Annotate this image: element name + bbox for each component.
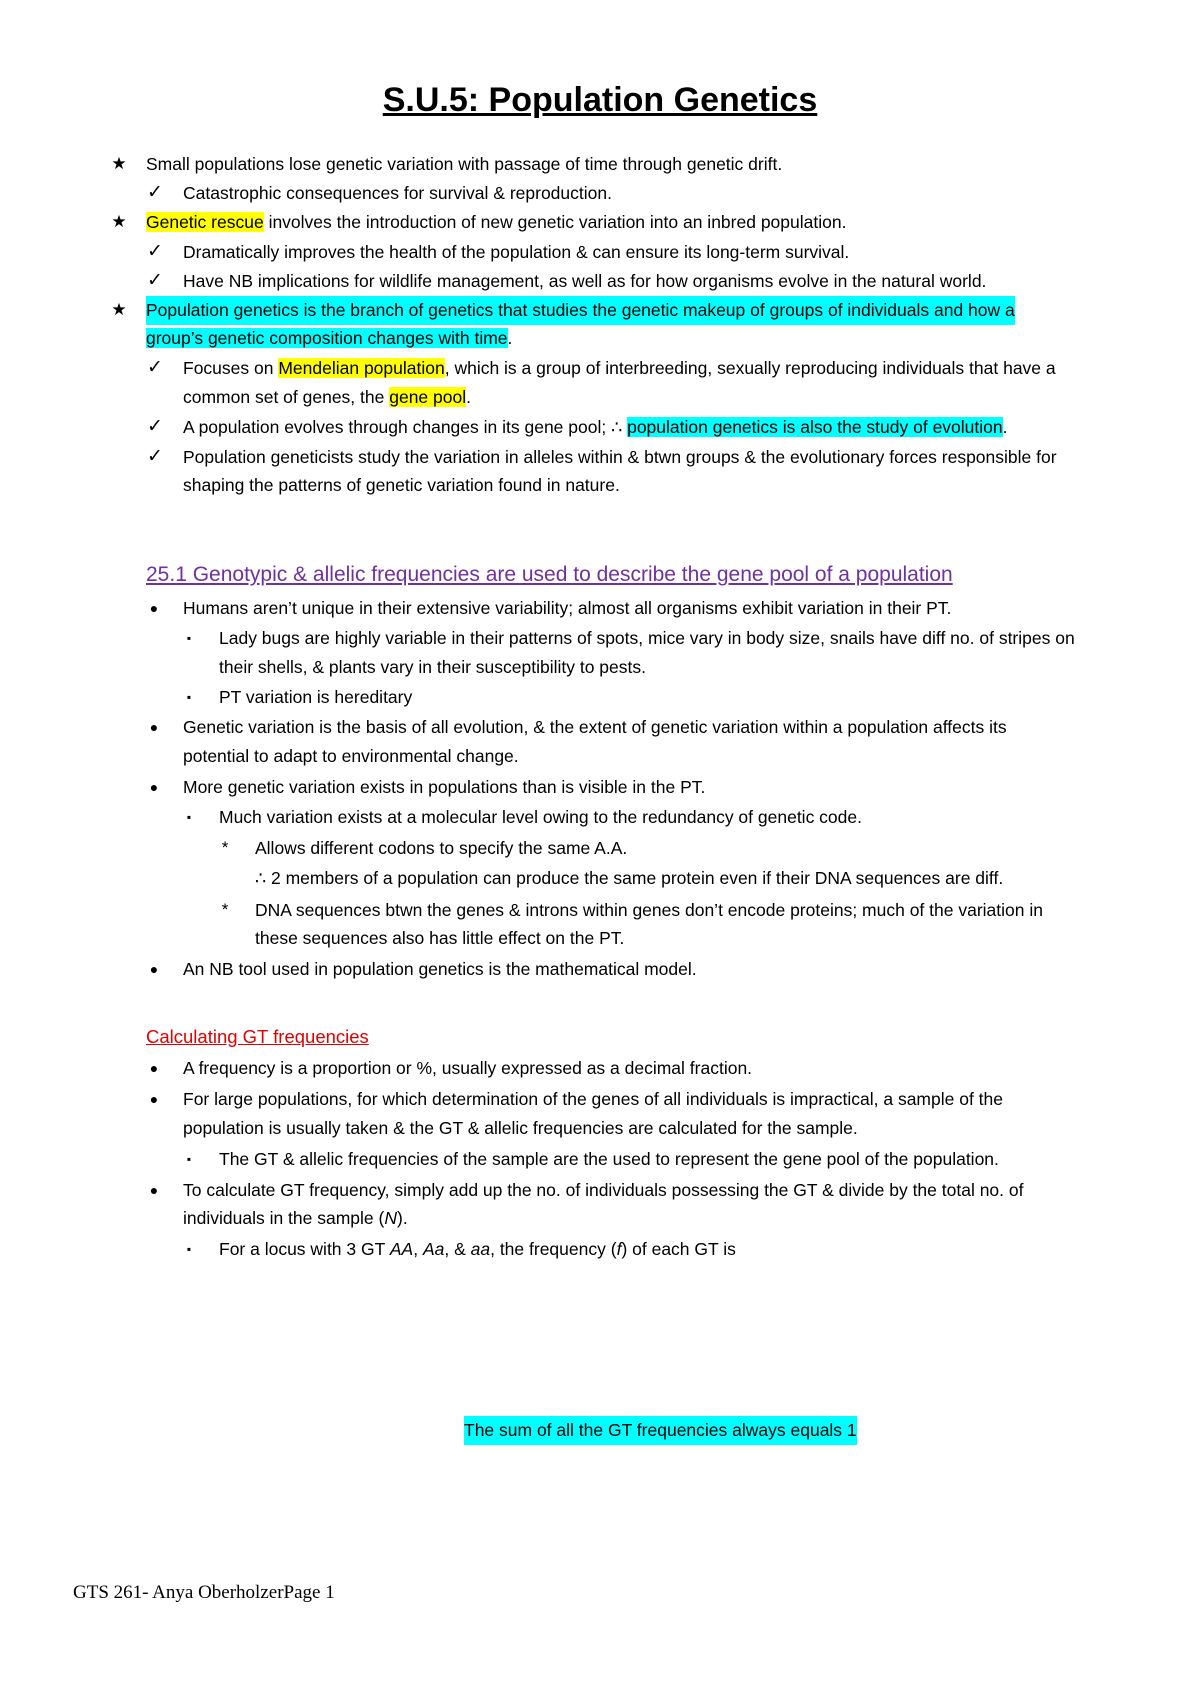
square-bullet-icon: ▪ bbox=[186, 631, 192, 645]
star-bullet-icon: ★ bbox=[111, 212, 127, 231]
square-bullet-icon: ▪ bbox=[186, 1152, 192, 1166]
highlight-definition-line2: group’s genetic composition changes with time bbox=[146, 328, 508, 348]
star-bullet-icon: ★ bbox=[111, 154, 127, 173]
highlight-definition-line1: Population genetics is the branch of genetics that studies the genetic makeup of groups of individuals and how a bbox=[146, 296, 1015, 325]
dot-bullet-icon: ● bbox=[149, 1091, 159, 1107]
check-bullet-icon: ✓ bbox=[147, 357, 163, 378]
square-bullet-icon: ▪ bbox=[186, 690, 192, 704]
highlight-mendelian-population: Mendelian population bbox=[278, 358, 445, 378]
page-footer: GTS 261- Anya OberholzerPage 1 bbox=[73, 1582, 335, 1603]
asterisk-bullet-icon: * bbox=[221, 838, 229, 857]
dot-bullet-icon: ● bbox=[149, 779, 159, 795]
highlight-study-of-evolution: population genetics is also the study of evolution bbox=[627, 417, 1003, 437]
check-bullet-icon: ✓ bbox=[147, 182, 163, 203]
check-bullet-icon: ✓ bbox=[147, 270, 163, 291]
highlight-genetic-rescue: Genetic rescue bbox=[146, 212, 264, 232]
dot-bullet-icon: ● bbox=[149, 1182, 159, 1198]
square-bullet-icon: ▪ bbox=[186, 810, 192, 824]
highlight-gene-pool: gene pool bbox=[389, 387, 467, 407]
check-bullet-icon: ✓ bbox=[147, 241, 163, 262]
document-page: S.U.5: Population Genetics ★ Small populations lose genetic variation with passage of time through genetic drift. ✓ Catastrophic consequences for survival & reproduction. ★ Genetic rescue involves the introduction of new genetic variation into an inbred population. ✓ Dramatically improves the health of the population & can ensure its long-term survival. ✓ Have NB implications for wildlife management, as well as for how organisms evolve in the natural world. ★ Population genetics is the branch of genetics that studies the genetic makeup of groups of individuals and how a group’s genetic composition changes with time. ✓ Focuses on Mendelian population, which is a group of interbreeding, sexually reproducing individuals that have a common set of genes, the gene pool. ✓ A population evolves through changes in its gene pool; ∴ population genetics is also the study of evolution. ✓ Population geneticists study the variation in alleles within & btwn groups & the evolutionary forces responsible for shaping the patterns of genetic variation found in nature. 25.1 Genotypic & allelic frequencies are used to describe the gene pool of a population ● Humans aren’t unique in their extensive variability; almost all organisms exhibit variation in their PT. ▪ Lady bugs are highly variable in their patterns of spots, mice vary in body size, snails have diff no. of stripes on their shells, & plants vary in their susceptibility to pests. ▪ PT variation is hereditary ● Genetic variation is the basis of all evolution, & the extent of genetic variation within a population affects its potential to adapt to environmental change. ● More genetic variation exists in populations than is visible in the PT. ▪ Much variation exists at a molecular level owing to the redundancy of genetic code. * Allows different codons to specify the same A.A. ∴ 2 members of a population can produce the same protein even if their DNA sequences are diff. * DNA sequences btwn the genes & introns within genes don’t encode proteins; much of the variation in these sequences also has little effect on the PT. ● An NB tool used in population genetics is the mathematical model. Calculating GT frequencies ● A frequency is a proportion or %, usually expressed as a decimal fraction. ● For large populations, for which determination of the genes of all individuals is impractical, a sample of the population is usually taken & the GT & allelic frequencies are calculated for the sample. ▪ The GT & allelic frequencies of the sample are the used to represent the gene pool of the population. ● To calculate GT frequency, simply add up the no. of individuals possessing the GT & divide by the total no. of individuals in the sample (N). ▪ For a locus with 3 GT AA, Aa, & aa, the frequency (f) of each GT is The sum of all the GT frequencies always equals 1 GTS 261- Anya OberholzerPage 1 bbox=[0, 0, 1200, 1697]
check-bullet-icon: ✓ bbox=[147, 446, 163, 467]
dot-bullet-icon: ● bbox=[149, 600, 159, 616]
asterisk-bullet-icon: * bbox=[221, 900, 229, 919]
square-bullet-icon: ▪ bbox=[186, 1242, 192, 1256]
star-bullet-icon: ★ bbox=[111, 300, 127, 319]
highlight-sum-note: The sum of all the GT frequencies always equals 1 bbox=[464, 1416, 857, 1445]
dot-bullet-icon: ● bbox=[149, 961, 159, 977]
section-heading-calculating-gt: Calculating GT frequencies bbox=[146, 1026, 369, 1047]
check-bullet-icon: ✓ bbox=[147, 416, 163, 437]
page-title: S.U.5: Population Genetics bbox=[382, 81, 818, 119]
section-heading-25-1: 25.1 Genotypic & allelic frequencies are used to describe the gene pool of a population bbox=[146, 563, 953, 586]
dot-bullet-icon: ● bbox=[149, 1060, 159, 1076]
dot-bullet-icon: ● bbox=[149, 719, 159, 735]
